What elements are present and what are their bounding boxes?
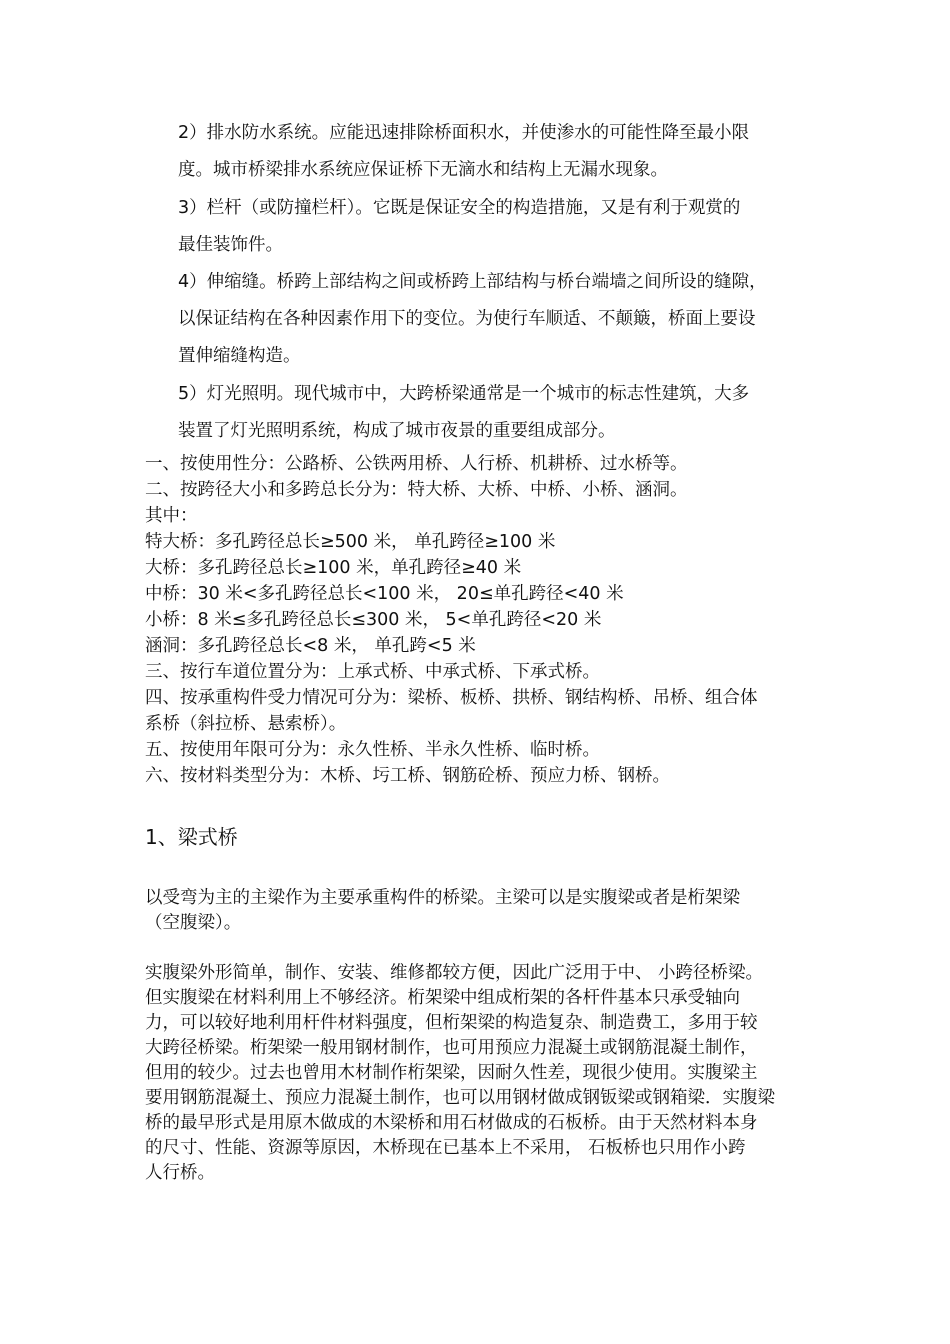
classification-line: 其中：: [145, 506, 198, 526]
classification-line: 三、按行车道位置分为：上承式桥、中承式桥、下承式桥。: [145, 662, 600, 682]
description-line: 大跨径桥梁。桁架梁一般用钢材制作，也可用预应力混凝土或钢筋混凝土制作，: [145, 1038, 758, 1058]
section-heading: 1、梁式桥: [145, 825, 238, 849]
intro-line: 4）伸缩缝。桥跨上部结构之间或桥跨上部结构与桥台端墙之间所设的缝隙，: [178, 272, 767, 292]
classification-line: 一、按使用性分：公路桥、公铁两用桥、人行桥、机耕桥、过水桥等。: [145, 454, 688, 474]
classification-line: 四、按承重构件受力情况可分为：梁桥、板桥、拱桥、钢结构桥、吊桥、组合体: [145, 688, 758, 708]
description-line: 桥的最早形式是用原木做成的木梁桥和用石材做成的石板桥。由于天然材料本身: [145, 1113, 758, 1133]
description-line: 但实腹梁在材料利用上不够经济。桁架梁中组成桁架的各杆件基本只承受轴向: [145, 988, 740, 1008]
intro-line: 装置了灯光照明系统，构成了城市夜景的重要组成部分。: [178, 421, 616, 441]
definition-line: （空腹梁）。: [145, 913, 242, 933]
description-line: 的尺寸、性能、资源等原因，木桥现在已基本上不采用， 石板桥也只用作小跨: [145, 1138, 746, 1158]
description-line: 但用的较少。过去也曾用木材制作桁架梁，因耐久性差，现很少使用。实腹梁主: [145, 1063, 758, 1083]
classification-line: 大桥：多孔跨径总长≥100 米，单孔跨径≥40 米: [145, 558, 522, 578]
description-line: 力，可以较好地利用杆件材料强度，但桁架梁的构造复杂、制造费工，多用于较: [145, 1013, 758, 1033]
definition-line: 以受弯为主的主梁作为主要承重构件的桥梁。主梁可以是实腹梁或者是桁架梁: [145, 888, 740, 908]
description-line: 实腹梁外形简单，制作、安装、维修都较方便，因此广泛用于中、 小跨径桥梁。: [145, 963, 764, 983]
classification-line: 系桥（斜拉桥、悬索桥）。: [145, 714, 347, 734]
description-line: 要用钢筋混凝土、预应力混凝土制作，也可以用钢材做成钢钣梁或钢箱梁．实腹梁: [145, 1088, 775, 1108]
classification-line: 六、按材料类型分为：木桥、圬工桥、钢筋砼桥、预应力桥、钢桥。: [145, 766, 670, 786]
intro-line: 置伸缩缝构造。: [178, 346, 301, 366]
classification-line: 中桥：30 米<多孔跨径总长<100 米， 20≤单孔跨径<40 米: [145, 584, 624, 604]
intro-line: 3）栏杆（或防撞栏杆）。它既是保证安全的构造措施，又是有利于观赏的: [178, 198, 741, 218]
intro-line: 2）排水防水系统。应能迅速排除桥面积水，并使渗水的可能性降至最小限: [178, 123, 750, 143]
intro-line: 度。城市桥梁排水系统应保证桥下无滴水和结构上无漏水现象。: [178, 160, 668, 180]
classification-line: 五、按使用年限可分为：永久性桥、半永久性桥、临时桥。: [145, 740, 600, 760]
description-line: 人行桥。: [145, 1163, 215, 1183]
classification-line: 涵洞：多孔跨径总长<8 米， 单孔跨<5 米: [145, 636, 476, 656]
intro-line: 最佳装饰件。: [178, 235, 283, 255]
intro-line: 以保证结构在各种因素作用下的变位。为使行车顺适、不颠簸，桥面上要设: [178, 309, 756, 329]
classification-line: 特大桥：多孔跨径总长≥500 米， 单孔跨径≥100 米: [145, 532, 556, 552]
intro-line: 5）灯光照明。现代城市中，大跨桥梁通常是一个城市的标志性建筑，大多: [178, 384, 750, 404]
classification-line: 二、按跨径大小和多跨总长分为：特大桥、大桥、中桥、小桥、涵洞。: [145, 480, 688, 500]
classification-line: 小桥：8 米≤多孔跨径总长≤300 米， 5<单孔跨径<20 米: [145, 610, 602, 630]
